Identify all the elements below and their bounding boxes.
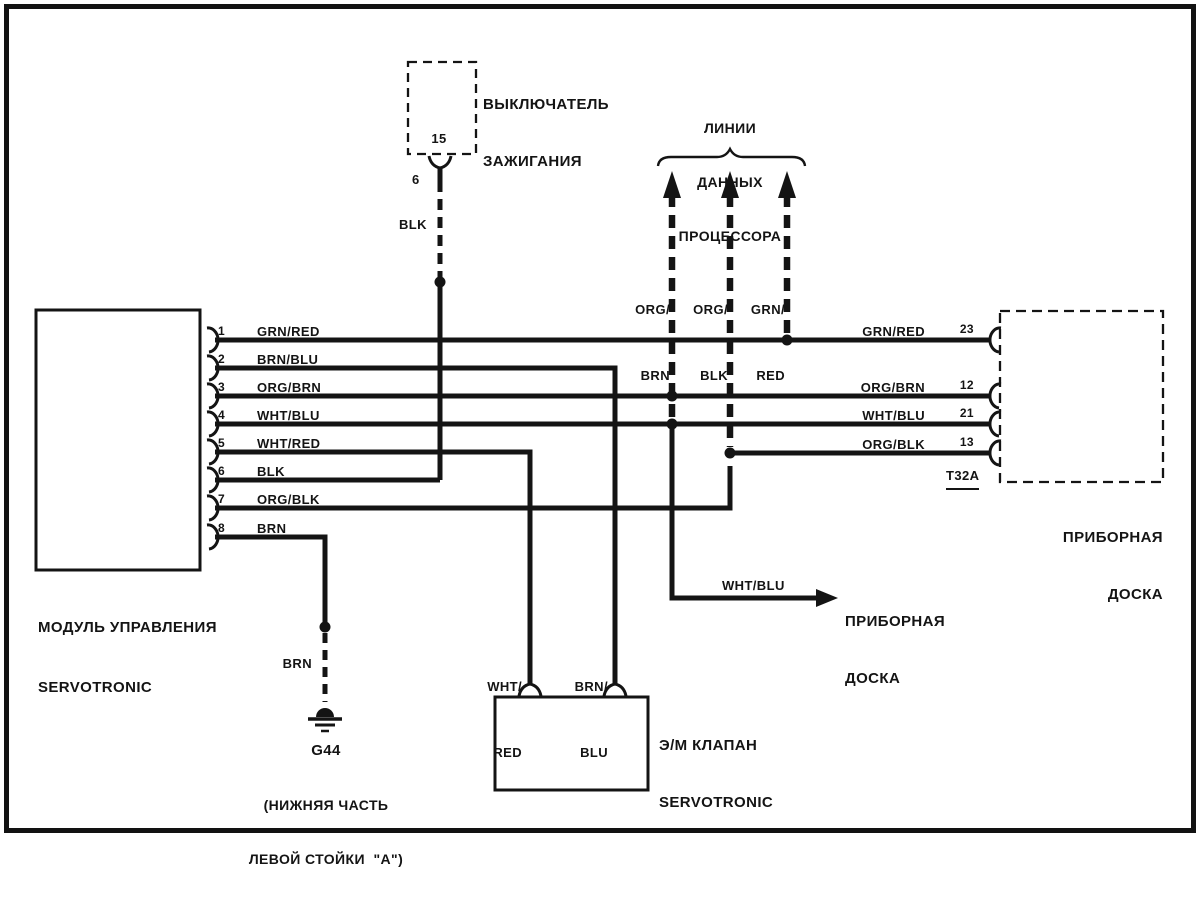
- valve-wht-red-connector: [519, 684, 541, 696]
- panel-pin-number-12: 12: [959, 378, 974, 392]
- panel-arrow-destination: ПРИБОРНАЯ ДОСКА: [845, 613, 946, 687]
- ground-symbol: [308, 708, 342, 731]
- ignition-terminal-6: 6: [412, 172, 420, 187]
- wire-label-brn: BRN: [257, 521, 287, 536]
- panel-arrow-wire-label: WHT/BLU: [722, 578, 785, 593]
- junction-blk: [435, 277, 446, 288]
- module-pin-number-5: 5: [218, 436, 226, 450]
- panel-wire-label-org-blk: ORG/BLK: [862, 437, 925, 452]
- arrow-right-wht-blu: [816, 589, 838, 607]
- panel-pin-number-21: 21: [959, 406, 974, 420]
- wire-label-org-blk: ORG/BLK: [257, 492, 320, 507]
- module-pin-number-3: 3: [218, 380, 226, 394]
- panel-pin-number-13: 13: [959, 435, 974, 449]
- panel-wire-label-grn-red: GRN/RED: [862, 324, 925, 339]
- wire-label-org-brn: ORG/BRN: [257, 380, 322, 395]
- data-arrow-label-grn-red: GRN/ RED: [750, 302, 785, 383]
- module-pin-number-8: 8: [218, 521, 226, 535]
- valve-wire-label-wht-red: WHT/ RED: [487, 679, 522, 760]
- wire-label-blk: BLK: [257, 464, 285, 479]
- wire-brn-row: [215, 537, 325, 627]
- wire-label-grn-red: GRN/RED: [257, 324, 320, 339]
- ignition-switch-label: ВЫКЛЮЧАТЕЛЬ ЗАЖИГАНИЯ: [483, 96, 609, 170]
- data-arrow-label-org-blk: ORG/ BLK: [693, 302, 728, 383]
- panel-connector-t32a: T32A: [946, 465, 979, 490]
- module-pin-number-7: 7: [218, 492, 226, 506]
- ground-wire-label: BRN: [282, 656, 312, 671]
- ignition-connector: [429, 156, 451, 168]
- panel-wire-label-wht-blu: WHT/BLU: [862, 408, 925, 423]
- data-arrow-label-org-brn: ORG/ BRN: [635, 302, 670, 383]
- panel-pin-number-23: 23: [959, 322, 974, 336]
- instrument-panel-box: [1000, 311, 1163, 482]
- ignition-wire-blk-label: BLK: [399, 217, 427, 232]
- ignition-pin-15: 15: [431, 131, 447, 146]
- wire-label-wht-blu: WHT/BLU: [257, 408, 320, 423]
- instrument-panel-label: ПРИБОРНАЯ ДОСКА: [1062, 529, 1163, 603]
- module-pin-number-4: 4: [218, 408, 226, 422]
- valve-wire-label-brn-blu: BRN/ BLU: [574, 679, 608, 760]
- panel-wire-label-org-brn: ORG/BRN: [860, 380, 925, 395]
- module-pin-number-6: 6: [218, 464, 226, 478]
- junction-brn: [320, 622, 331, 633]
- control-module-label: МОДУЛЬ УПРАВЛЕНИЯ SERVOTRONIC: [38, 619, 217, 696]
- wire-wht-blu-branch: [672, 424, 820, 598]
- control-module-box: [36, 310, 200, 570]
- valve-label: Э/М КЛАПАН SERVOTRONIC: [659, 737, 774, 811]
- ground-id: G44: [311, 742, 341, 759]
- module-pin-number-2: 2: [218, 352, 226, 366]
- junction-org-blk: [725, 448, 736, 459]
- wire-label-wht-red: WHT/RED: [257, 436, 321, 451]
- processor-data-lines-title: ЛИНИИ ДАННЫХ ПРОЦЕССОРА: [678, 120, 782, 244]
- ground-location-note: (НИЖНЯЯ ЧАСТЬ ЛЕВОЙ СТОЙКИ "А"): [248, 797, 404, 867]
- module-pin-number-1: 1: [218, 324, 226, 338]
- wire-label-brn-blu: BRN/BLU: [257, 352, 319, 367]
